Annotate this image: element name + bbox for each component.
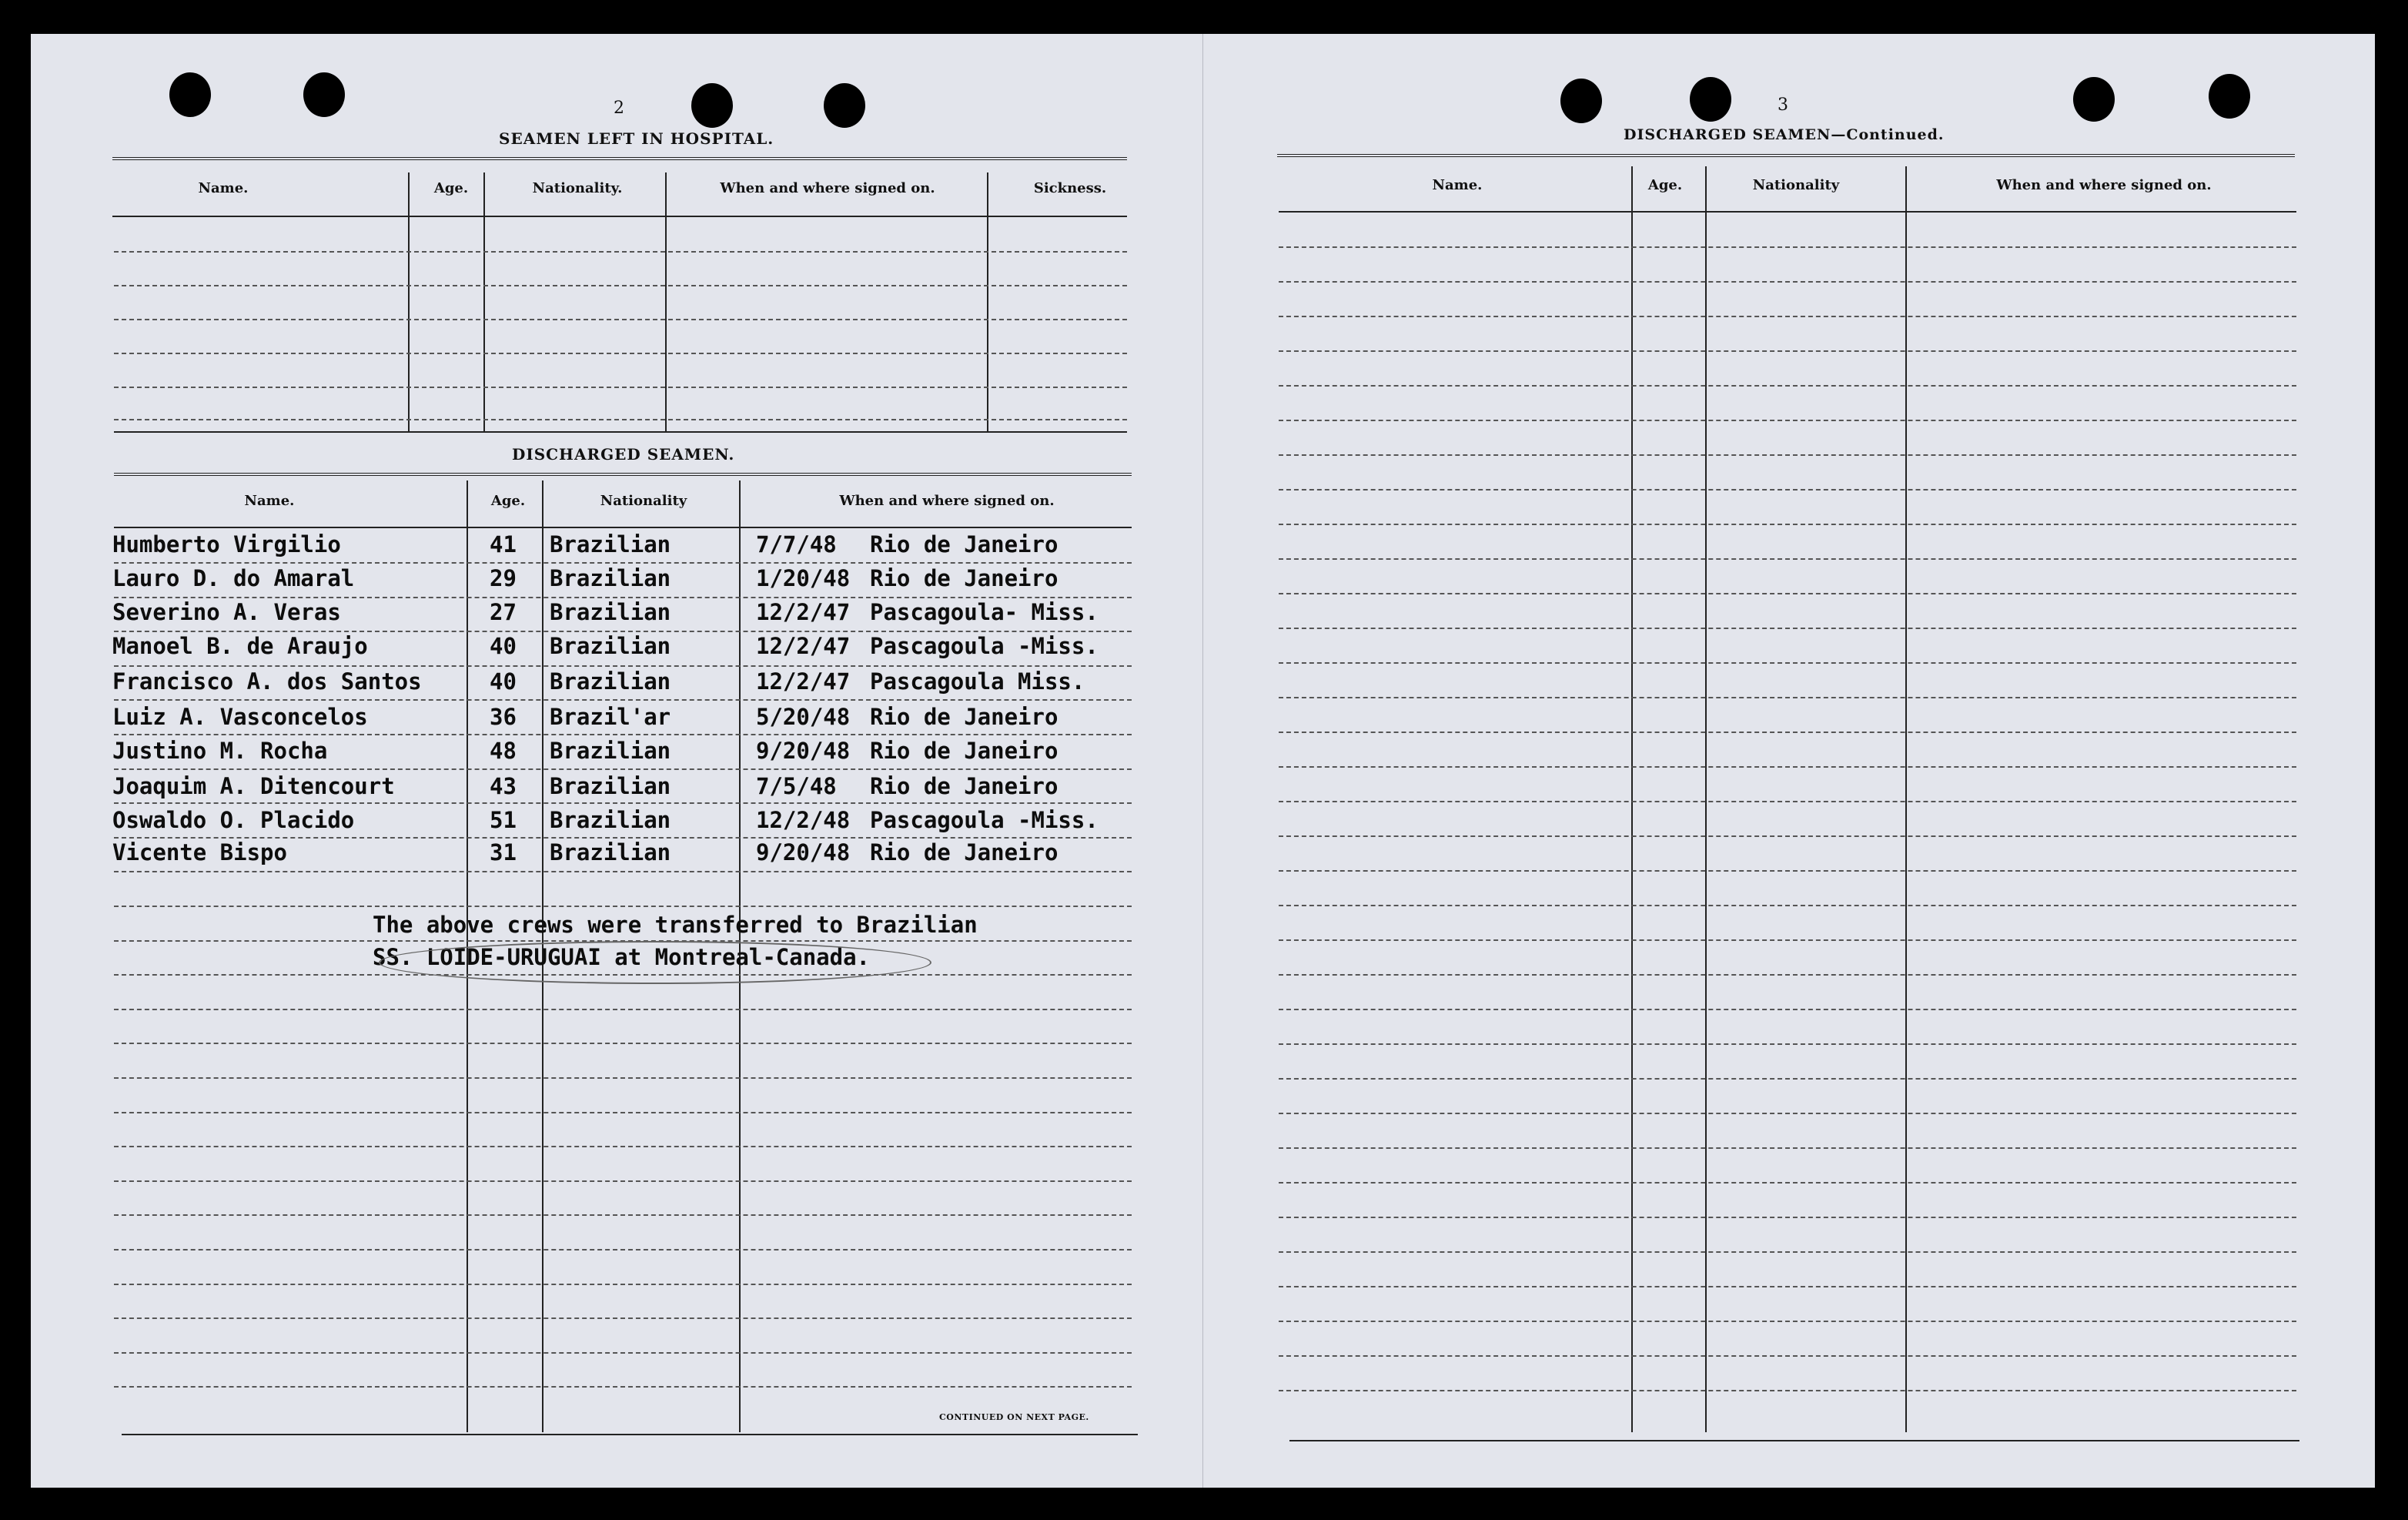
- ruled-line: [114, 419, 1127, 420]
- discharged-col-nationality: Nationality: [600, 493, 687, 509]
- ruled-line: [114, 1249, 1132, 1250]
- right-col-signed-on: When and where signed on.: [1996, 177, 2212, 193]
- ruled-line: [114, 1112, 1132, 1113]
- ruled-line: [114, 251, 1127, 253]
- ruled-line: [114, 285, 1127, 286]
- ruled-line: [1279, 628, 2296, 629]
- hospital-col-nationality: Nationality.: [532, 180, 623, 196]
- divider: [1277, 154, 2295, 159]
- punch-hole: [303, 72, 345, 117]
- ruled-line: [1279, 246, 2296, 248]
- seaman-name: Oswaldo O. Placido: [112, 807, 355, 833]
- seaman-name: Luiz A. Vasconcelos: [112, 704, 368, 730]
- signed-on-place: Rio de Janeiro: [870, 738, 1059, 764]
- discharged-col-name: Name.: [244, 493, 295, 509]
- seaman-age: 36: [490, 704, 517, 730]
- seaman-name: Francisco A. dos Santos: [112, 668, 422, 695]
- ruled-line: [114, 871, 1132, 872]
- signed-on-date: 9/20/48: [756, 839, 851, 865]
- signed-on-place: Rio de Janeiro: [870, 704, 1059, 730]
- ruled-line: [1279, 1009, 2296, 1010]
- ruled-line: [1279, 489, 2296, 490]
- ruled-line: [1279, 732, 2296, 733]
- hospital-col-age: Age.: [433, 180, 469, 196]
- column-divider: [408, 172, 410, 433]
- ruled-line: [1279, 454, 2296, 456]
- ruled-line: [114, 1284, 1132, 1285]
- signed-on-place: Rio de Janeiro: [870, 531, 1059, 557]
- seaman-nationality: Brazilian: [550, 773, 671, 799]
- header-underline: [114, 527, 1132, 528]
- discharged-section-title: DISCHARGED SEAMEN.: [512, 445, 735, 464]
- seaman-name: Lauro D. do Amaral: [112, 565, 355, 591]
- column-divider: [665, 172, 667, 433]
- seaman-nationality: Brazilian: [550, 531, 671, 557]
- signed-on-date: 12/2/47: [756, 599, 851, 625]
- ruled-line: [1279, 835, 2296, 837]
- divider: [114, 431, 1127, 433]
- ruled-line: [114, 699, 1132, 701]
- ruled-line: [1279, 1113, 2296, 1114]
- punch-hole: [2073, 77, 2115, 122]
- seaman-age: 40: [490, 633, 517, 659]
- signed-on-date: 7/5/48: [756, 773, 837, 799]
- pencil-circle-mark: [379, 941, 931, 984]
- ruled-line: [1279, 1078, 2296, 1080]
- ruled-line: [114, 906, 1132, 907]
- column-divider: [483, 172, 485, 433]
- ruled-line: [1279, 1355, 2296, 1357]
- divider: [114, 473, 1132, 478]
- right-col-nationality: Nationality: [1752, 177, 1840, 193]
- page-number: 3: [1778, 95, 1788, 115]
- punch-hole: [2209, 74, 2250, 119]
- ruled-line: [114, 802, 1132, 804]
- ruled-line: [114, 597, 1132, 598]
- ruled-line: [1279, 1390, 2296, 1391]
- ruled-line: [114, 734, 1132, 735]
- ruled-line: [114, 1214, 1132, 1216]
- ruled-line: [1279, 420, 2296, 421]
- punch-hole: [824, 83, 865, 128]
- punch-hole: [1560, 79, 1602, 123]
- seaman-name: Manoel B. de Araujo: [112, 633, 368, 659]
- column-divider: [1905, 166, 1907, 1432]
- signed-on-date: 1/20/48: [756, 565, 851, 591]
- signed-on-place: Pascagoula- Miss.: [870, 599, 1099, 625]
- ruled-line: [1279, 1147, 2296, 1149]
- seaman-nationality: Brazilian: [550, 807, 671, 833]
- punch-hole: [1690, 77, 1731, 122]
- seaman-age: 41: [490, 531, 517, 557]
- signed-on-date: 9/20/48: [756, 738, 851, 764]
- transfer-note-line-1: The above crews were transferred to Brazilian: [373, 912, 978, 938]
- ruled-line: [1279, 662, 2296, 664]
- seaman-age: 29: [490, 565, 517, 591]
- ruled-line: [1279, 766, 2296, 768]
- header-underline: [112, 216, 1127, 217]
- ruled-line: [114, 319, 1127, 320]
- ruled-line: [114, 1043, 1132, 1044]
- seaman-name: Vicente Bispo: [112, 839, 287, 865]
- signed-on-place: Pascagoula Miss.: [870, 668, 1085, 695]
- ruled-line: [1279, 558, 2296, 560]
- ruled-line: [1279, 1182, 2296, 1184]
- signed-on-date: 12/2/47: [756, 633, 851, 659]
- ruled-line: [114, 1317, 1132, 1319]
- signed-on-place: Pascagoula -Miss.: [870, 807, 1099, 833]
- column-divider: [1705, 166, 1707, 1432]
- left-page: [31, 34, 1202, 1488]
- seaman-nationality: Brazilian: [550, 738, 671, 764]
- seaman-age: 40: [490, 668, 517, 695]
- seaman-nationality: Brazilian: [550, 599, 671, 625]
- seaman-nationality: Brazilian: [550, 633, 671, 659]
- transfer-note-line-2: SS. LOIDE-URUGUAI at Montreal-Canada.: [373, 944, 871, 970]
- signed-on-date: 12/2/47: [756, 668, 851, 695]
- ruled-line: [1279, 801, 2296, 802]
- seaman-age: 27: [490, 599, 517, 625]
- ruled-line: [114, 562, 1132, 564]
- seaman-nationality: Brazilian: [550, 668, 671, 695]
- ruled-line: [114, 631, 1132, 632]
- ruled-line: [1279, 281, 2296, 283]
- ruled-line: [114, 665, 1132, 667]
- discharged-col-signed-on: When and where signed on.: [839, 493, 1055, 509]
- ruled-line: [1279, 1251, 2296, 1253]
- seaman-name: Joaquim A. Ditencourt: [112, 773, 395, 799]
- ruled-line: [114, 1386, 1132, 1388]
- ruled-line: [1279, 385, 2296, 387]
- discharged-col-age: Age.: [490, 493, 526, 509]
- punch-hole: [169, 72, 211, 117]
- ruled-line: [114, 768, 1132, 770]
- seaman-nationality: Brazilian: [550, 839, 671, 865]
- ruled-line: [1279, 974, 2296, 976]
- right-section-title: DISCHARGED SEAMEN—Continued.: [1624, 126, 1945, 143]
- ruled-line: [1279, 1043, 2296, 1045]
- signed-on-place: Rio de Janeiro: [870, 565, 1059, 591]
- ruled-line: [114, 387, 1127, 388]
- bottom-rule: [122, 1434, 1138, 1435]
- ruled-line: [1279, 939, 2296, 941]
- seaman-name: Severino A. Veras: [112, 599, 341, 625]
- ruled-line: [114, 1009, 1132, 1010]
- hospital-col-signed-on: When and where signed on.: [720, 180, 935, 196]
- seaman-name: Justino M. Rocha: [112, 738, 328, 764]
- right-page: [1202, 34, 2375, 1488]
- hospital-section-title: SEAMEN LEFT IN HOSPITAL.: [499, 129, 774, 148]
- signed-on-place: Rio de Janeiro: [870, 773, 1059, 799]
- column-divider: [987, 172, 988, 433]
- ruled-line: [1279, 1217, 2296, 1218]
- signed-on-date: 12/2/48: [756, 807, 851, 833]
- ruled-line: [1279, 1321, 2296, 1322]
- bottom-rule: [1289, 1440, 2299, 1441]
- ruled-line: [1279, 905, 2296, 906]
- seaman-name: Humberto Virgilio: [112, 531, 341, 557]
- hospital-col-sickness: Sickness.: [1033, 180, 1107, 196]
- seaman-nationality: Brazil'ar: [550, 704, 671, 730]
- divider: [112, 157, 1127, 162]
- ruled-line: [114, 837, 1132, 839]
- seaman-age: 31: [490, 839, 517, 865]
- signed-on-place: Rio de Janeiro: [870, 839, 1059, 865]
- seaman-nationality: Brazilian: [550, 565, 671, 591]
- page-number: 2: [614, 99, 624, 118]
- punch-hole: [691, 83, 733, 128]
- ruled-line: [114, 1352, 1132, 1354]
- continued-footer: CONTINUED ON NEXT PAGE.: [939, 1412, 1089, 1422]
- seaman-age: 51: [490, 807, 517, 833]
- hospital-col-name: Name.: [198, 180, 249, 196]
- ruled-line: [1279, 524, 2296, 525]
- ruled-line: [1279, 1286, 2296, 1287]
- right-col-age: Age.: [1647, 177, 1683, 193]
- column-divider: [1631, 166, 1633, 1432]
- ruled-line: [114, 353, 1127, 354]
- ruled-line: [1279, 350, 2296, 352]
- seaman-age: 48: [490, 738, 517, 764]
- signed-on-date: 5/20/48: [756, 704, 851, 730]
- ruled-line: [1279, 870, 2296, 872]
- signed-on-place: Pascagoula -Miss.: [870, 633, 1099, 659]
- ruled-line: [114, 1146, 1132, 1147]
- right-col-name: Name.: [1432, 177, 1483, 193]
- seaman-age: 43: [490, 773, 517, 799]
- signed-on-date: 7/7/48: [756, 531, 837, 557]
- ruled-line: [1279, 593, 2296, 594]
- ruled-line: [1279, 697, 2296, 698]
- ruled-line: [1279, 316, 2296, 317]
- ruled-line: [114, 1180, 1132, 1182]
- header-underline: [1279, 211, 2296, 213]
- ruled-line: [114, 1077, 1132, 1079]
